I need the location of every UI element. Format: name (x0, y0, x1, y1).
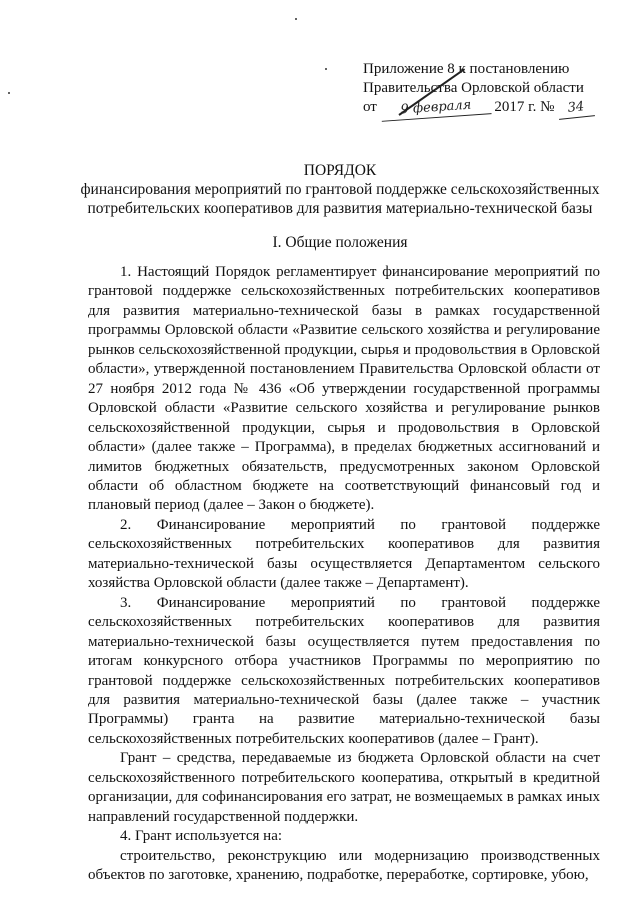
document-body (88, 263, 600, 886)
scan-speck (325, 68, 327, 70)
attachment-date-line (363, 98, 613, 118)
year-suffix: 2017 г. № (494, 99, 555, 115)
date-prefix: от (363, 99, 377, 115)
section-heading: I. Общие положения (272, 234, 408, 251)
document-subtitle: финансирования мероприятий по грантовой поддержке сельскохозяйственных потребительских кооперативов для развития материально-технической базы (80, 181, 600, 217)
paragraph-1: 1. Настоящий Порядок регламентирует финансирование мероприятий по грантовой поддержке сельскохозяйственных потребительских кооперативов для развития материально-технической базы в рамках государственной программы Орловской области «Развитие сельского хозяйства и регулирование рынков сельскохозяйственной продукции, сырья и продовольствия в Орловской области», утвержденной постановлением Правительства Орловской области от 27 ноября 2012 года № 436 «Об утверждении государственной программы Орловской области «Развитие сельского хозяйства и регулирование рынков сельскохозяйственной продукции, сырья и продовольствия в Орловской области» (далее также – Программа), в пределах бюджетных ассигнований и лимитов бюджетных обязательств, предусмотренных законом Орловской области об областном бюджете на соответствующий финансовый год и плановый период (далее – Закон о бюджете). (88, 264, 600, 514)
scan-speck (295, 18, 297, 20)
paragraph-grant-definition: Грант – средства, передаваемые из бюджета Орловской области на счет сельскохозяйственного потребительского кооператива, открытый в кредитной организации, для софинансирования его затрат, не возмещаемых в рамках иных направлений государственной поддержки. (88, 750, 600, 825)
paragraph-4-item: строительство, реконструкцию или модернизацию производственных объектов по заготовке, хранению, подработке, переработке, сортировке, убою, (88, 847, 600, 884)
handwritten-date: 9 февраля (380, 94, 491, 122)
scan-speck (8, 92, 10, 94)
attachment-header (363, 60, 613, 118)
paragraph-4: 4. Грант используется на: (120, 828, 283, 845)
document-title: ПОРЯДОК (303, 162, 377, 179)
paragraph-3: 3. Финансирование мероприятий по грантовой поддержке сельскохозяйственных потребительских кооперативов для развития материально-технической базы осуществляется путем предоставления по итогам конкурсного отбора участников Программы по мероприятию по грантовой поддержке сельскохозяйственных потребительских кооперативов для развития материально-технической базы (далее также – участник Программы) гранта на развитие материально-технической базы сельскохозяйственных потребительских кооперативов (далее – Грант). (88, 594, 600, 747)
attachment-line-2: Правительства Орловской области (363, 80, 584, 96)
attachment-line-1: Приложение 8 к постановлению (363, 61, 570, 77)
handwritten-number: 34 (557, 96, 595, 120)
paragraph-2: 2. Финансирование мероприятий по грантовой поддержке сельскохозяйственных потребительских кооперативов для развития материально-технической базы осуществляется Департаментом сельского хозяйства Орловской области (далее также – Департамент). (88, 516, 600, 592)
